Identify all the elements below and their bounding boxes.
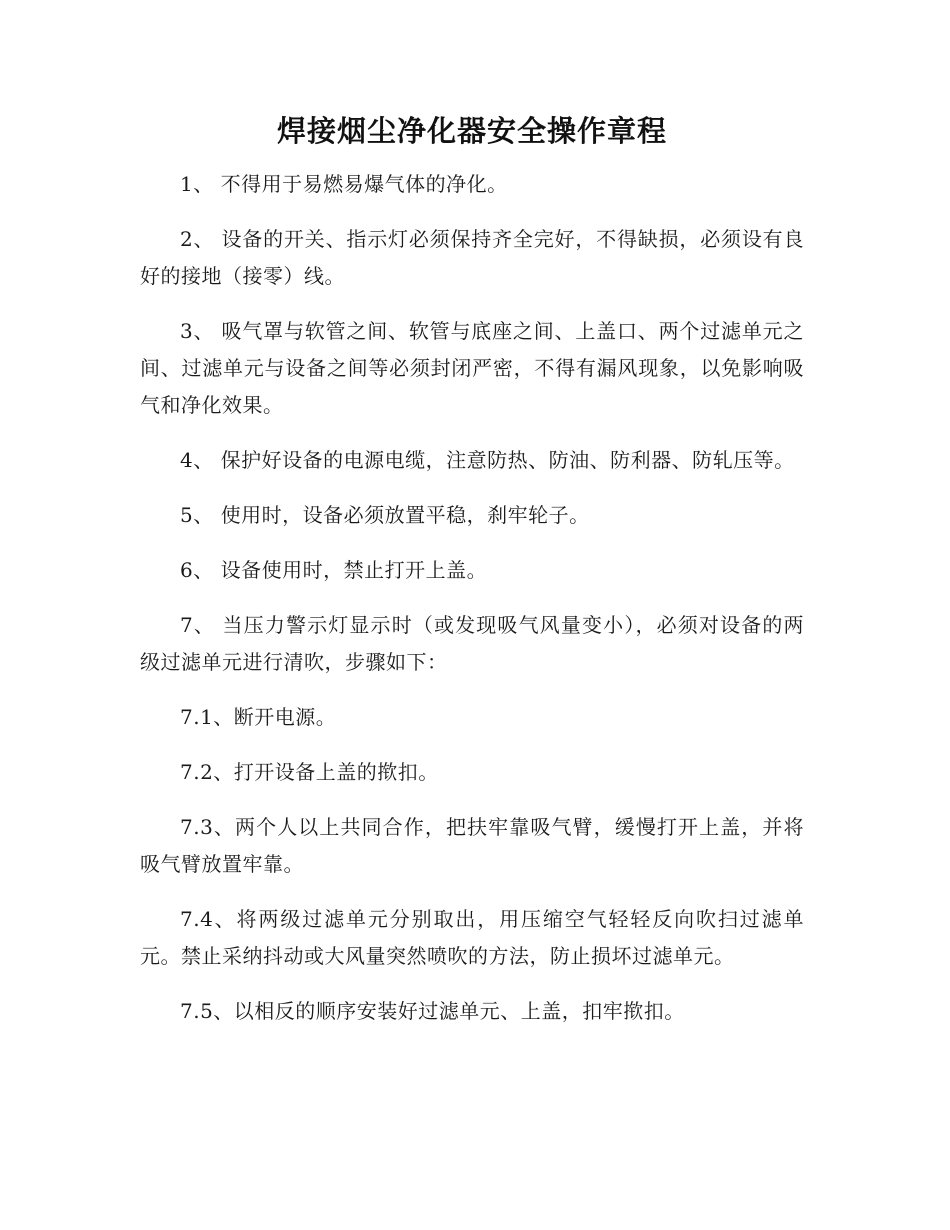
paragraph-item-5: 5、 使用时，设备必须放置平稳，刹牢轮子。 — [180, 503, 590, 527]
paragraph-item-7-3: 7.3、两个人以上共同合作，把扶牢靠吸气臂，缓慢打开上盖，并将吸气臂放置牢靠。 — [140, 815, 804, 876]
document-body — [140, 108, 804, 1048]
paragraph-item-1: 1、 不得用于易燃易爆气体的净化。 — [180, 172, 508, 196]
document-title: 焊接烟尘净化器安全操作章程 — [276, 114, 667, 148]
paragraph-item-7-1: 7.1、断开电源。 — [180, 705, 337, 729]
paragraph-item-7-4: 7.4、将两级过滤单元分别取出，用压缩空气轻轻反向吹扫过滤单元。禁止采纳抖动或大风量突然喷吹的方法，防止损坏过滤单元。 — [140, 907, 804, 968]
paragraph-item-7: 7、 当压力警示灯显示时（或发现吸气风量变小），必须对设备的两级过滤单元进行清吹，步骤如下： — [140, 613, 804, 674]
paragraph-item-3: 3、 吸气罩与软管之间、软管与底座之间、上盖口、两个过滤单元之间、过滤单元与设备之间等必须封闭严密，不得有漏风现象，以免影响吸气和净化效果。 — [140, 319, 804, 417]
paragraph-item-2: 2、 设备的开关、指示灯必须保持齐全完好，不得缺损，必须设有良好的接地（接零）线。 — [140, 227, 804, 288]
paragraph-item-6: 6、 设备使用时，禁止打开上盖。 — [180, 558, 488, 582]
paragraph-item-4: 4、 保护好设备的电源电缆，注意防热、防油、防利器、防轧压等。 — [180, 448, 795, 472]
paragraph-item-7-5: 7.5、以相反的顺序安装好过滤单元、上盖，扣牢揿扣。 — [180, 999, 685, 1023]
paragraph-item-7-2: 7.2、打开设备上盖的揿扣。 — [180, 760, 439, 784]
